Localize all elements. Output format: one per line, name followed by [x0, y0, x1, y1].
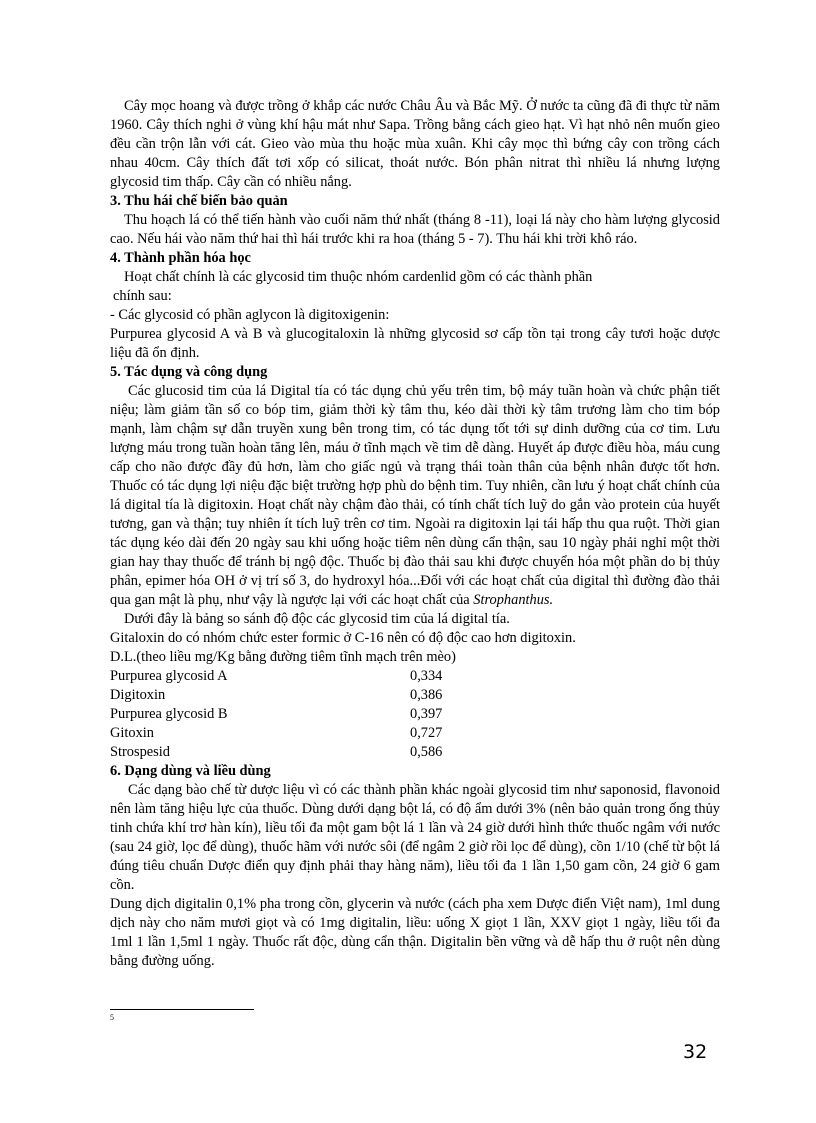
table-row	[110, 724, 530, 743]
section-4-paragraph-1b: chính sau:	[113, 288, 172, 304]
page-number: 32	[683, 1041, 708, 1063]
footnote-rule	[110, 1009, 254, 1010]
table-row	[110, 705, 530, 724]
table-cell-name: Purpurea glycosid A	[110, 668, 228, 684]
table-cell-name: Gitoxin	[110, 725, 154, 741]
section-4-paragraph-1: Hoạt chất chính là các glycosid tim thuộc nhóm cardenlid gồm có các thành phần	[124, 269, 593, 285]
section-5-paragraph-2: Dưới đây là bảng so sánh độ độc các glycosid tim của lá digital tía.	[124, 611, 510, 627]
table-cell-name: Strospesid	[110, 744, 170, 760]
table-row	[110, 686, 530, 705]
section-3-paragraph: Thu hoạch lá có thể tiến hành vào cuối năm thứ nhất (tháng 8 -11), loại lá này cho hàm lượng glycosid cao. Nếu hái vào năm thứ hai thì hái trước khi ra hoa (tháng 5 - 7). Thu hái khi trời khô ráo.	[110, 212, 720, 247]
page-body	[110, 97, 720, 971]
section-4-heading: 4. Thành phần hóa học	[110, 250, 251, 266]
table-cell-value: 0,334	[410, 668, 443, 684]
section-5-paragraph-1-text: Các glucosid tim của lá Digital tía có tác dụng chủ yếu trên tim, bộ máy tuần hoàn và chức phận tiết niệu; làm giảm tần số co bóp tim, giảm thời kỳ tâm thu, kéo dài thời kỳ tâm trương làm cho tim bóp mạnh, làm chậm sự dẫn truyền xung bên trong tim, có tác dụng tốt tới sự dinh dưỡng của cơ tim. Lưu lượng máu trong tuần hoàn tăng lên, máu ở tĩnh mạch về tim dễ dàng. Huyết áp được điều hòa, máu cung cấp cho não được đầy đủ hơn, làm cho giấc ngủ và trạng thái toàn thân của bệnh nhân được tốt hơn. Thuốc có tác dụng lợi niệu đặc biệt trường hợp phù do bệnh tim. Tuy nhiên, cần lưu ý hoạt chất chính của lá digital tía là digitoxin. Hoạt chất này chậm đào thải, có tính chất tích luỹ do gắn vào protein của huyết tương, gan và thận; tuy nhiên ít tích luỹ trên cơ tim. Ngoài ra digitoxin lại tái hấp thu qua ruột. Thời gian tác dụng kéo dài đến 20 ngày sau khi uống hoặc tiêm nên dùng cẩn thận, sau 10 ngày phải nghỉ một thời gian hay thay thuốc để tránh bị ngộ độc. Thuốc bị đào thải sau khi được chuyển hóa một phần do bị thủy phân, epimer hóa OH ở vị trí số 3, do hydroxyl hóa...Đối với các hoạt chất của digital thì đường đào thải qua gan mật là phụ, như vậy là ngược lại với các hoạt chất của	[110, 383, 720, 608]
section-6-heading: 6. Dạng dùng và liều dùng	[110, 763, 271, 779]
table-row	[110, 667, 530, 686]
section-5-heading: 5. Tác dụng và công dụng	[110, 364, 268, 380]
table-cell-name: Digitoxin	[110, 687, 166, 703]
section-4-paragraph-3: Purpurea glycosid A và B và glucogitaloxin là những glycosid sơ cấp tồn tại trong cây tươi hoặc dược liệu đã ổn định.	[110, 326, 720, 361]
section-6-paragraph-2: Dung dịch digitalin 0,1% pha trong cồn, glycerin và nước (cách pha xem Dược điển Việt nam), 1ml dung dịch này cho năm mươi giọt và có 1mg digitalin, liều: uống X giọt 1 lần, XXV giọt 1 ngày, liều tối đa 1ml 1 lần 1,5ml 1 ngày. Thuốc rất độc, dùng cẩn thận. Digitalin bền vững và dễ hấp thu ở ruột nên dùng bằng đường uống.	[110, 896, 720, 969]
table-cell-value: 0,586	[410, 744, 443, 760]
footnote-marker: 5	[110, 1013, 114, 1022]
strophanthus-italic: Strophanthus.	[473, 592, 554, 608]
table-cell-value: 0,397	[410, 706, 443, 722]
intro-paragraph: Cây mọc hoang và được trồng ở khắp các nước Châu Âu và Bắc Mỹ. Ở nước ta cũng đã đi thực từ năm 1960. Cây thích nghi ở vùng khí hậu mát như Sapa. Trồng bằng cách gieo hạt. Vì hạt nhỏ nên muốn gieo đều cần trộn lẫn với cát. Gieo vào mùa thu hoặc mùa xuân. Khi cây mọc thì bứng cây con trồng cách nhau 40cm. Cây thích đất tơi xốp có silicat, thoát nước. Bón phân nitrat thì nhiều lá nhưng lượng glycosid tim thấp. Cây cần có nhiều nắng.	[110, 98, 720, 190]
section-4-paragraph-2: - Các glycosid có phần aglycon là digitoxigenin:	[110, 307, 390, 323]
section-6-paragraph-1: Các dạng bào chế từ dược liệu vì có các thành phần khác ngoài glycosid tim như saponosid, flavonoid nên làm tăng hiệu lực của thuốc. Dùng dưới dạng bột lá, có độ ẩm dưới 3% (nên bảo quản trong ống thủy tinh chứa khí trơ hàn kín), liều tối đa một gam bột lá 1 lần và 24 giờ dưới hình thức thuốc ngâm với nước (sau 24 giờ, lọc để dùng), thuốc hãm với nước sôi (để ngâm 2 giờ rồi lọc để dùng), cồn 1/10 (chế từ bột lá đúng tiêu chuẩn Dược điển quy định phải thay hàng năm), liều tối đa 1 lần 1,50 gam cồn, 24 giờ 6 gam cồn.	[110, 782, 720, 893]
section-5-paragraph-4: D.L.(theo liều mg/Kg bằng đường tiêm tĩnh mạch trên mèo)	[110, 649, 456, 665]
section-3-heading: 3. Thu hái chế biến bảo quản	[110, 193, 288, 209]
section-5-paragraph-3: Gitaloxin do có nhóm chức ester formic ở C-16 nên có độ độc cao hơn digitoxin.	[110, 630, 576, 646]
table-cell-value: 0,727	[410, 725, 443, 741]
table-row	[110, 743, 530, 762]
table-cell-name: Purpurea glycosid B	[110, 706, 228, 722]
table-cell-value: 0,386	[410, 687, 443, 703]
section-5-paragraph-1	[110, 382, 720, 610]
toxicity-table	[110, 667, 530, 762]
